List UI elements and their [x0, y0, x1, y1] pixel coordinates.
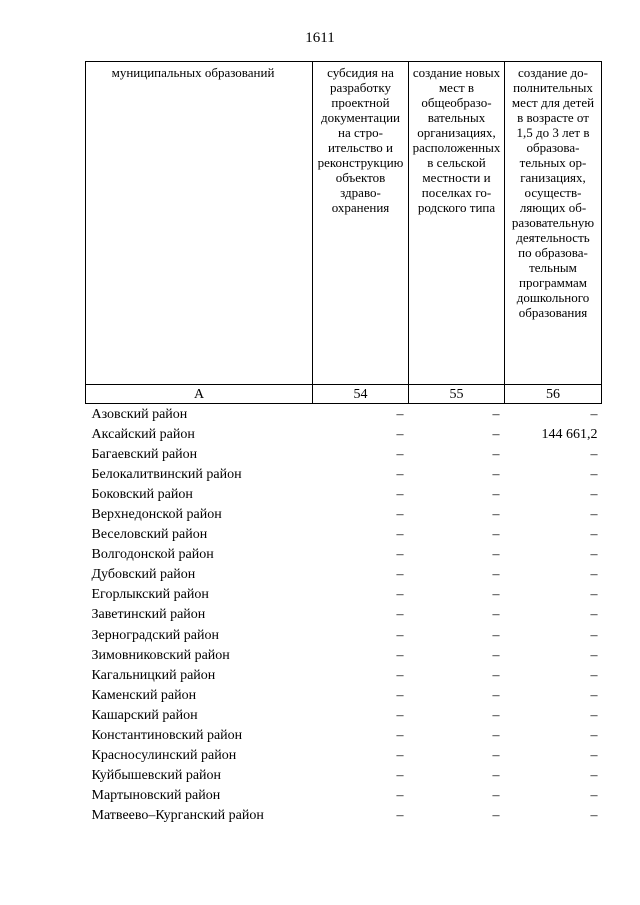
value-col-56: – [590, 527, 598, 543]
table-row [86, 665, 602, 685]
value-col-54: – [396, 547, 404, 563]
value-col-56: – [590, 567, 598, 583]
table-row [86, 504, 602, 524]
value-col-55: – [492, 426, 500, 442]
value-col-54: – [396, 527, 404, 543]
value-col-56: – [590, 547, 598, 563]
value-col-56: – [590, 647, 598, 663]
value-col-54: – [396, 667, 404, 683]
value-col-56: 144 661,2 [541, 426, 598, 442]
value-col-54: – [396, 808, 404, 824]
table-row [86, 404, 602, 425]
value-col-56: – [590, 466, 598, 482]
table-row [86, 565, 602, 585]
table-row [86, 726, 602, 746]
district-name: Белокалитвинский район [91, 466, 242, 482]
value-col-54: – [396, 788, 404, 804]
value-col-56: – [590, 446, 598, 462]
district-name: Заветинский район [91, 607, 206, 623]
value-col-55: – [492, 748, 500, 764]
district-name: Мартыновский район [91, 788, 221, 804]
value-col-55: – [492, 788, 500, 804]
district-name: Волгодонской район [91, 547, 214, 563]
district-name: Егорлыкский район [91, 587, 209, 603]
header-design-subsidy: субсидия на разработку проектной документации на строительство и реконструкцию объектов здравоохранения [313, 62, 409, 385]
value-col-54: – [396, 507, 404, 523]
table-row [86, 705, 602, 725]
page-number: 1611 [305, 30, 335, 46]
table-row [86, 625, 602, 645]
district-name: Кашарский район [91, 707, 198, 723]
value-col-55: – [492, 768, 500, 784]
value-col-55: – [492, 406, 500, 422]
column-number-row [86, 385, 602, 404]
value-col-56: – [590, 486, 598, 502]
district-name: Каменский район [91, 687, 197, 703]
district-name: Багаевский район [91, 446, 198, 462]
value-col-55: – [492, 547, 500, 563]
table-row [86, 786, 602, 806]
column-number-56: 56 [505, 385, 602, 404]
table-header-row [86, 62, 602, 385]
header-rural-school-places: создание новых мест в общеобразовательных организациях, расположенных в сельской местности и поселках городского типа [409, 62, 505, 385]
district-name: Матвеево–Курганский район [91, 808, 264, 824]
value-col-54: – [396, 466, 404, 482]
value-col-56: – [590, 507, 598, 523]
value-col-54: – [396, 687, 404, 703]
district-name: Дубовский район [91, 567, 196, 583]
table-row [86, 464, 602, 484]
value-col-56: – [590, 728, 598, 744]
value-col-55: – [492, 647, 500, 663]
value-col-56: – [590, 808, 598, 824]
table-row [86, 525, 602, 545]
header-preschool-places: создание дополнительных мест для детей в возрасте от 1,5 до 3 лет в образовательных организациях, осуществляющих образовательную деятельность по образовательным программам дошкольного образования [505, 62, 602, 385]
table-row [86, 746, 602, 766]
district-name: Веселовский район [91, 527, 208, 543]
value-col-56: – [590, 748, 598, 764]
value-col-55: – [492, 486, 500, 502]
table-row [86, 424, 602, 444]
value-col-55: – [492, 607, 500, 623]
value-col-56: – [590, 587, 598, 603]
value-col-54: – [396, 446, 404, 462]
value-col-55: – [492, 567, 500, 583]
district-name: Константиновский район [91, 728, 243, 744]
header-municipality [86, 62, 313, 385]
table-row [86, 766, 602, 786]
value-col-55: – [492, 446, 500, 462]
value-col-54: – [396, 647, 404, 663]
table-row [86, 645, 602, 665]
value-col-54: – [396, 748, 404, 764]
value-col-55: – [492, 507, 500, 523]
district-name: Боковский район [91, 486, 193, 502]
budget-table [85, 61, 602, 826]
value-col-55: – [492, 687, 500, 703]
value-col-54: – [396, 607, 404, 623]
district-name: Азовский район [91, 406, 188, 422]
table-row [86, 685, 602, 705]
district-name: Кагальницкий район [91, 667, 216, 683]
district-name: Красносулинский район [91, 748, 237, 764]
value-col-56: – [590, 607, 598, 623]
value-col-55: – [492, 466, 500, 482]
district-name: Куйбышевский район [91, 768, 222, 784]
value-col-56: – [590, 707, 598, 723]
table-row [86, 444, 602, 464]
table-row [86, 806, 602, 826]
column-number-a: А [86, 385, 313, 404]
table-row [86, 605, 602, 625]
district-name: Аксайский район [91, 426, 195, 442]
value-col-55: – [492, 707, 500, 723]
value-col-54: – [396, 587, 404, 603]
value-col-56: – [590, 406, 598, 422]
value-col-55: – [492, 728, 500, 744]
value-col-54: – [396, 426, 404, 442]
value-col-56: – [590, 788, 598, 804]
value-col-56: – [590, 627, 598, 643]
value-col-55: – [492, 627, 500, 643]
value-col-55: – [492, 587, 500, 603]
value-col-56: – [590, 768, 598, 784]
value-col-56: – [590, 667, 598, 683]
value-col-54: – [396, 486, 404, 502]
value-col-55: – [492, 527, 500, 543]
column-number-55: 55 [409, 385, 505, 404]
column-number-54: 54 [313, 385, 409, 404]
value-col-54: – [396, 768, 404, 784]
value-col-54: – [396, 567, 404, 583]
value-col-54: – [396, 627, 404, 643]
value-col-55: – [492, 667, 500, 683]
table-row [86, 545, 602, 565]
district-name: Зерноградский район [91, 627, 219, 643]
header-municipality-text: муниципальных образований [111, 65, 275, 80]
district-name: Зимовниковский район [91, 647, 230, 663]
value-col-56: – [590, 687, 598, 703]
value-col-55: – [492, 808, 500, 824]
table-row [86, 484, 602, 504]
value-col-54: – [396, 707, 404, 723]
value-col-54: – [396, 728, 404, 744]
value-col-54: – [396, 406, 404, 422]
district-name: Верхнедонской район [91, 507, 222, 523]
table-row [86, 585, 602, 605]
